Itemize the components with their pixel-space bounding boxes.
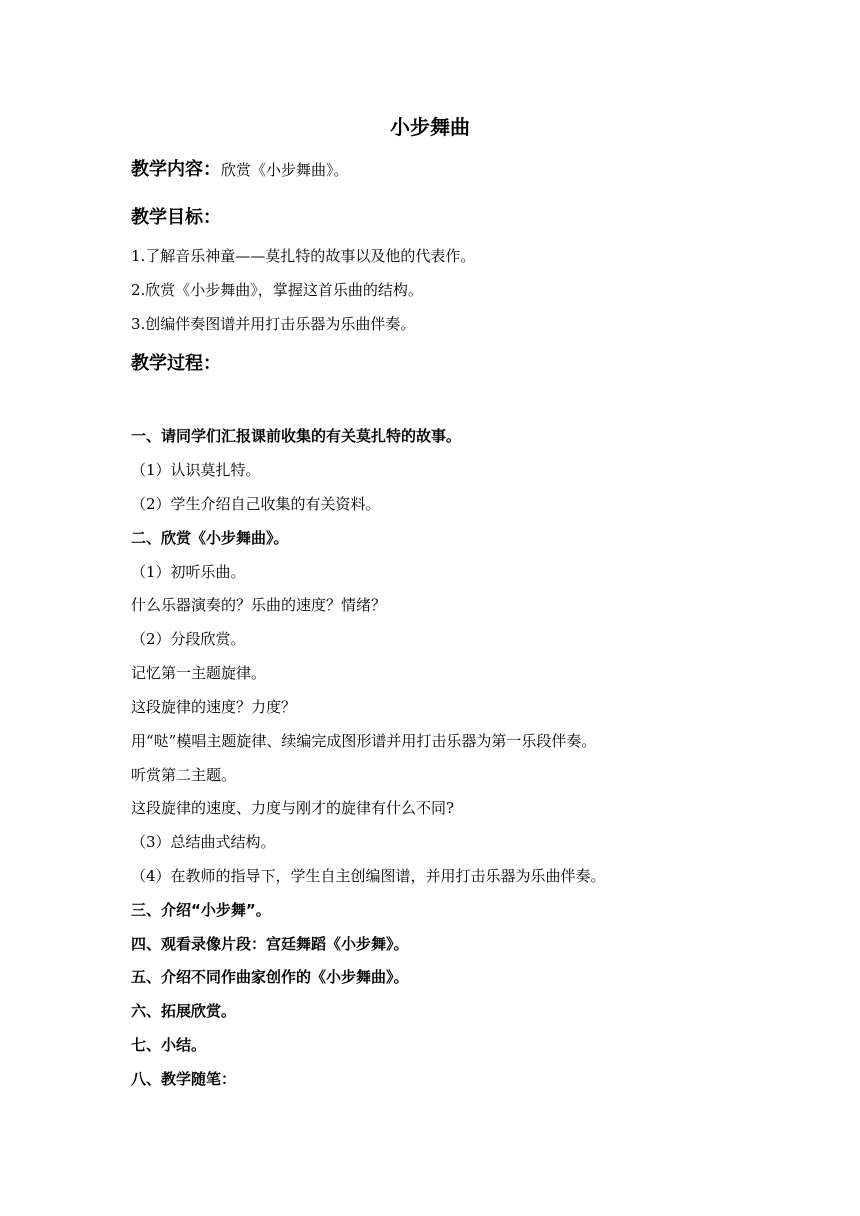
process-line: 用“哒”模唱主题旋律、续编完成图形谱并用打击乐器为第一乐段伴奏。	[131, 732, 597, 750]
process-section-heading: 二、欣赏《小步舞曲》。	[131, 529, 289, 547]
process-section-heading: 四、观看录像片段：宫廷舞蹈《小步舞》。	[131, 935, 409, 953]
process-line: （1）初听乐曲。	[131, 563, 246, 581]
objective-item: 3.创编伴奏图谱并用打击乐器为乐曲伴奏。	[131, 315, 416, 333]
process-line: （1）认识莫扎特。	[131, 461, 261, 479]
process-section-heading: 三、介绍“小步舞”。	[131, 901, 271, 919]
process-section-heading: 一、请同学们汇报课前收集的有关莫扎特的故事。	[131, 427, 462, 445]
process-section-heading: 七、小结。	[131, 1036, 207, 1054]
process-section-heading: 八、教学随笔：	[131, 1070, 237, 1088]
objective-item: 2.欣赏《小步舞曲》，掌握这首乐曲的结构。	[131, 281, 423, 299]
process-line: 听赏第二主题。	[131, 766, 237, 784]
process-line: （4）在教师的指导下，学生自主创编图谱，并用打击乐器为乐曲伴奏。	[131, 867, 606, 885]
document-title: 小步舞曲	[390, 115, 470, 139]
process-line: 这段旋律的速度、力度与刚才的旋律有什么不同?	[131, 799, 455, 817]
process-heading: 教学过程：	[131, 353, 221, 374]
teaching-content-line	[131, 159, 349, 181]
process-line: （3）总结曲式结构。	[131, 833, 276, 851]
process-line: （2）学生介绍自己收集的有关资料。	[131, 495, 381, 513]
objective-item: 1.了解音乐神童——莫扎特的故事以及他的代表作。	[131, 247, 476, 265]
process-line: 这段旋律的速度？力度？	[131, 698, 297, 716]
teaching-content-value: 欣赏《小步舞曲》。	[221, 161, 349, 179]
process-line: 什么乐器演奏的？乐曲的速度？情绪？	[131, 596, 387, 614]
teaching-content-label: 教学内容：	[131, 159, 221, 180]
process-section-heading: 六、拓展欣赏。	[131, 1002, 237, 1020]
objectives-heading: 教学目标：	[131, 207, 221, 228]
process-line: 记忆第一主题旋律。	[131, 664, 267, 682]
process-line: （2）分段欣赏。	[131, 630, 246, 648]
process-section-heading: 五、介绍不同作曲家创作的《小步舞曲》。	[131, 968, 409, 986]
